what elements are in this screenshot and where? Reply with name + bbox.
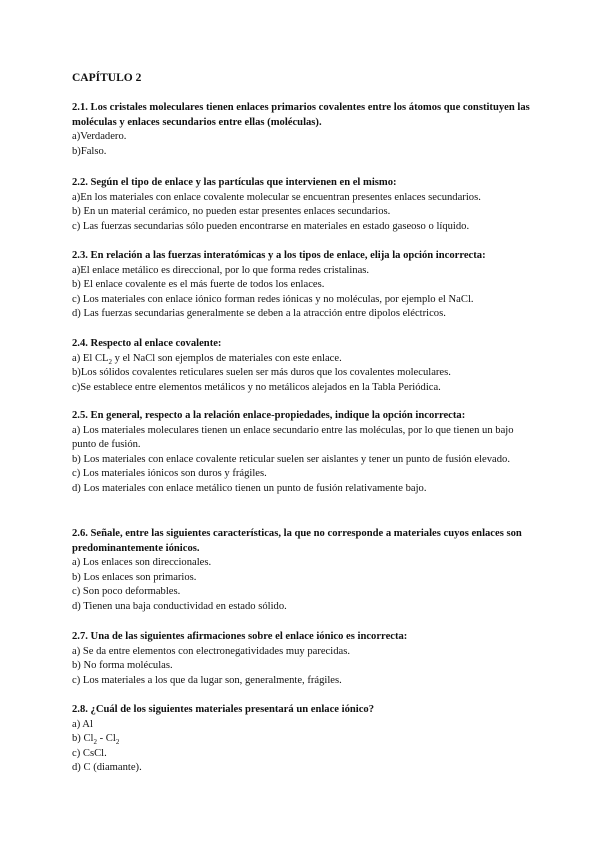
- option-c: c) Los materiales iónicos son duros y frágiles.: [72, 468, 267, 480]
- question-title: 2.1. Los cristales moleculares tienen enlaces primarios covalentes entre los átomos que constituyen las moléculas y enlaces secundarios entre ellas (moléculas).: [72, 102, 530, 128]
- option-b-text-start: b) Cl: [72, 733, 94, 745]
- option-a: a) Los enlaces son direccionales.: [72, 557, 212, 569]
- option-a: a)El enlace metálico es direccional, por lo que forma redes cristalinas.: [72, 264, 370, 276]
- question-title: 2.2. Según el tipo de enlace y las partículas que intervienen en el mismo:: [72, 177, 397, 188]
- option-d: d) C (diamante).: [72, 762, 142, 774]
- question-title: 2.7. Una de las siguientes afirmaciones sobre el enlace iónico es incorrecta:: [72, 631, 408, 642]
- question-title: 2.6. Señale, entre las siguientes características, la que no corresponde a materiales cuyos enlaces son predominantemente iónicos.: [72, 528, 522, 554]
- option-c: c)Se establece entre elementos metálicos y no metálicos alejados en la Tabla Periódica.: [72, 381, 441, 393]
- option-c: c) Son poco deformables.: [72, 586, 181, 598]
- option-b: b) Los enlaces son primarios.: [72, 571, 197, 583]
- option-a: a) Los materiales moleculares tienen un enlace secundario entre las moléculas, por lo que tienen un bajo punto de fusión.: [72, 424, 514, 451]
- option-a-text-start: a) El CL: [72, 352, 109, 364]
- question-2-7: [72, 630, 532, 688]
- option-d: d) Las fuerzas secundarias generalmente se deben a la atracción entre dipolos eléctricos.: [72, 308, 446, 320]
- option-b: b)Los sólidos covalentes reticulares suelen ser más duros que los covalentes moleculares.: [72, 367, 451, 379]
- option-d: d) Los materiales con enlace metálico tienen un punto de fusión relativamente bajo.: [72, 482, 427, 494]
- option-b: [72, 732, 532, 747]
- question-2-1: [72, 101, 532, 159]
- question-2-5: [72, 409, 532, 497]
- option-a: a)Verdadero.: [72, 131, 127, 143]
- question-2-3: [72, 249, 532, 322]
- question-title: 2.3. En relación a las fuerzas interatómicas y a los tipos de enlace, elija la opción incorrecta:: [72, 250, 486, 261]
- option-b: b) En un material cerámico, no pueden estar presentes enlaces secundarios.: [72, 206, 391, 218]
- option-a: a) Al: [72, 718, 93, 730]
- subscript: 2: [93, 738, 97, 747]
- chapter-title: CAPÍTULO 2: [72, 72, 142, 84]
- option-c: c) Las fuerzas secundarias sólo pueden encontrarse en materiales en estado gaseoso o líquido.: [72, 220, 470, 232]
- question-title: 2.5. En general, respecto a la relación enlace-propiedades, indique la opción incorrecta:: [72, 410, 466, 421]
- option-b-text-mid: - Cl: [96, 733, 116, 745]
- option-b: b) El enlace covalente es el más fuerte de todos los enlaces.: [72, 279, 325, 291]
- option-a: [72, 352, 532, 367]
- subscript: 2: [108, 357, 112, 366]
- option-b: b) No forma moléculas.: [72, 660, 173, 672]
- question-2-6: [72, 527, 532, 615]
- option-b: b)Falso.: [72, 145, 107, 157]
- option-c: c) CsCl.: [72, 747, 107, 759]
- question-2-2: [72, 176, 532, 234]
- option-b: b) Los materiales con enlace covalente reticular suelen ser aislantes y tener un punto de fusión elevado.: [72, 453, 510, 465]
- question-title: 2.8. ¿Cuál de los siguientes materiales presentará un enlace iónico?: [72, 704, 375, 715]
- option-a: a)En los materiales con enlace covalente molecular se encuentran presentes enlaces secundarios.: [72, 191, 481, 203]
- question-2-8: [72, 703, 532, 776]
- question-2-4: [72, 337, 532, 395]
- option-c: c) Los materiales con enlace iónico forman redes iónicas y no moléculas, por ejemplo el NaCl.: [72, 293, 474, 305]
- option-c: c) Los materiales a los que da lugar son, generalmente, frágiles.: [72, 674, 342, 686]
- option-a: a) Se da entre elementos con electronegatividades muy parecidas.: [72, 645, 350, 657]
- subscript: 2: [115, 738, 120, 747]
- option-d: d) Tienen una baja conductividad en estado sólido.: [72, 600, 287, 612]
- option-a-text-end: y el NaCl son ejemplos de materiales con este enlace.: [111, 352, 342, 364]
- question-title: 2.4. Respecto al enlace covalente:: [72, 338, 222, 349]
